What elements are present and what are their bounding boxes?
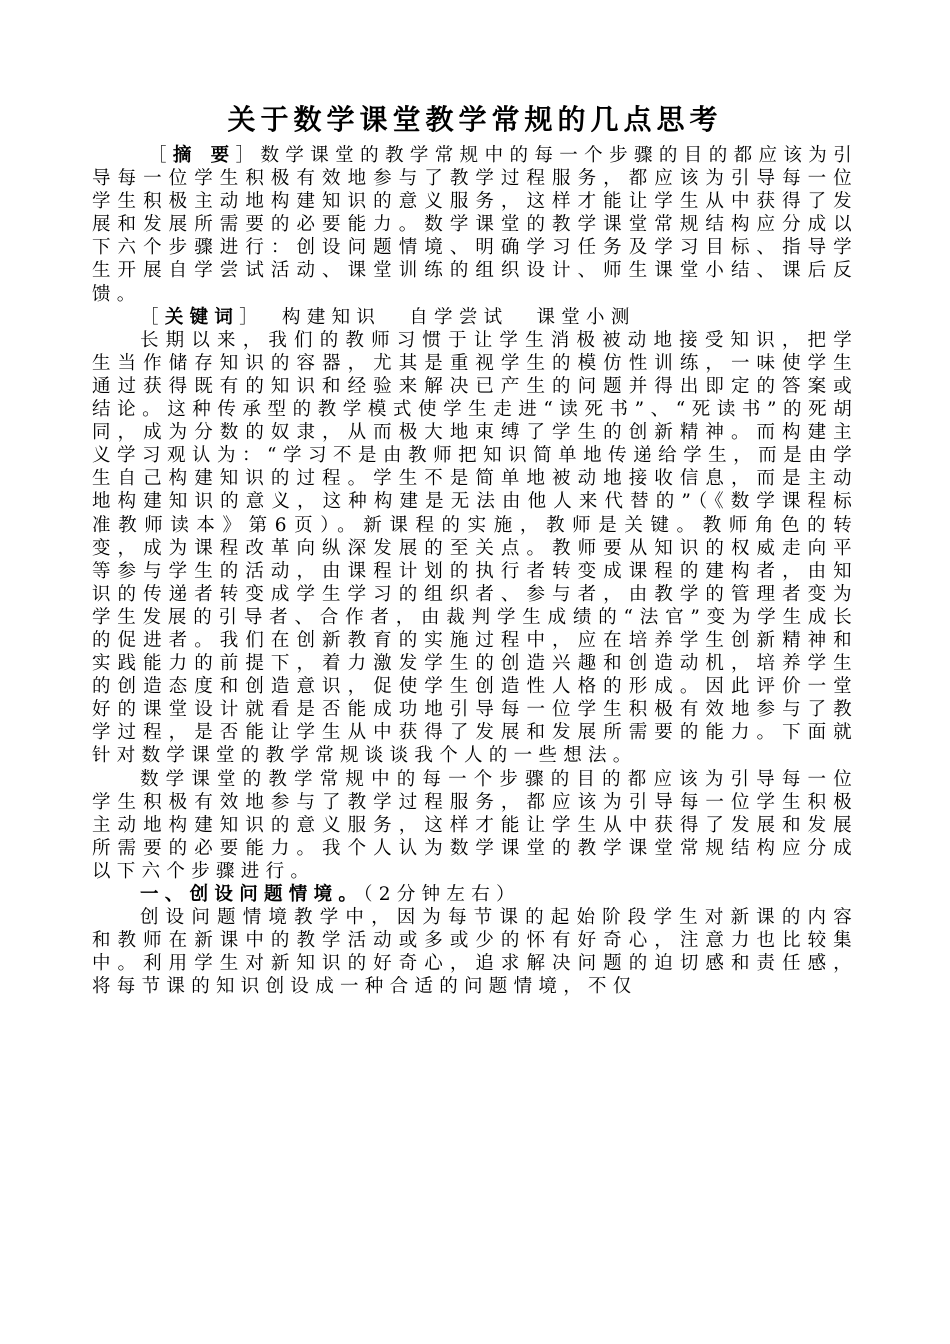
keywords-bracket-close: ］: [239, 306, 265, 328]
body-paragraph-1: 长期以来，我们的教师习惯于让学生消极被动地接受知识，把学生当作储存知识的容器，尤其是重视学生的模仿性训练，一味使学生通过获得既有的知识和经验来解决已产生的问题并得出即定的答案或结论。这种传承型的教学模式使学生走进“读死书”、“死读书”的死胡同，成为分数的奴隶，从而极大地束缚了学生的创新精神。而构建主义学习观认为：“学习不是由教师把知识简单地传递给学生，而是由学生自己构建知识的过程。学生不是简单地被动地接收信息，而是主动地构建知识的意义，这种构建是无法由他人来代替的”（《数学课程标准教师读本》第6页）。新课程的实施，教师是关键。教师角色的转变，成为课程改革向纵深发展的至关点。教师要从知识的权威走向平等参与学生的活动，由课程计划的执行者转变成课程的建构者，由知识的传递者转变成学生学习的组织者、参与者，由教学的管理者变为学生发展的引导者、合作者，由裁判学生成绩的“法官”变为学生成长的促进者。我们在创新教育的实施过程中，应在培养学生创新精神和实践能力的前提下，着力激发学生的创造兴趣和创造动机，培养学生的创造态度和创造意识，促使学生创造性人格的形成。因此评价一堂好的课堂设计就看是否能成功地引导每一位学生积极有效地参与了教学过程，是否能让学生从中获得了发展和发展所需要的能力。下面就针对数学课堂的教学常规谈谈我个人的一些想法。: [92, 329, 858, 767]
keyword-item: 构建知识: [282, 306, 382, 328]
keywords-line: [92, 306, 858, 329]
keyword-item: 课堂小测: [536, 306, 636, 328]
document-page: [92, 100, 858, 998]
document-title: 关于数学课堂教学常规的几点思考: [227, 103, 723, 136]
abstract-label: 摘 要: [172, 145, 236, 166]
section-1-time: （2分钟左右）: [363, 884, 521, 905]
section-1-title: 一、创设问题情境。: [140, 884, 364, 905]
abstract-bracket-open: ［: [148, 145, 173, 166]
body-paragraph-2: 数学课堂的教学常规中的每一个步骤的目的都应该为引导每一位学生积极有效地参与了教学过程服务，都应该为引导每一位学生积极主动地构建知识的意义服务，这样才能让学生从中获得了发展和发展所需要的必要能力。我个人认为数学课堂的教学课堂常规结构应分成以下六个步骤进行。: [92, 768, 858, 882]
body-paragraph-3: 创设问题情境教学中，因为每节课的起始阶段学生对新课的内容和教师在新课中的教学活动或多或少的怀有好奇心，注意力也比较集中。利用学生对新知识的好奇心，追求解决问题的迫切感和责任感，将每节课的知识创设成一种合适的问题情境，不仅: [92, 907, 858, 998]
keywords-bracket-open: ［: [140, 306, 165, 328]
abstract-bracket-close: ］: [235, 145, 261, 166]
keywords-label: 关键词: [164, 306, 240, 328]
keyword-item: 自学尝试: [409, 306, 509, 328]
abstract-text: 数学课堂的教学常规中的每一个步骤的目的都应该为引导每一位学生积极有效地参与了教学过程服务，都应该为引导每一位学生积极主动地构建知识的意义服务，这样才能让学生从中获得了发展和发展所需要的必要能力。数学课堂的教学课堂常规结构应分成以下六个步骤进行：创设问题情境、明确学习任务及学习目标、指导学生开展自学尝试活动、课堂训练的组织设计、师生课堂小结、课后反馈。: [92, 145, 858, 305]
section-1-heading: [92, 883, 858, 906]
abstract-paragraph: [92, 144, 858, 306]
